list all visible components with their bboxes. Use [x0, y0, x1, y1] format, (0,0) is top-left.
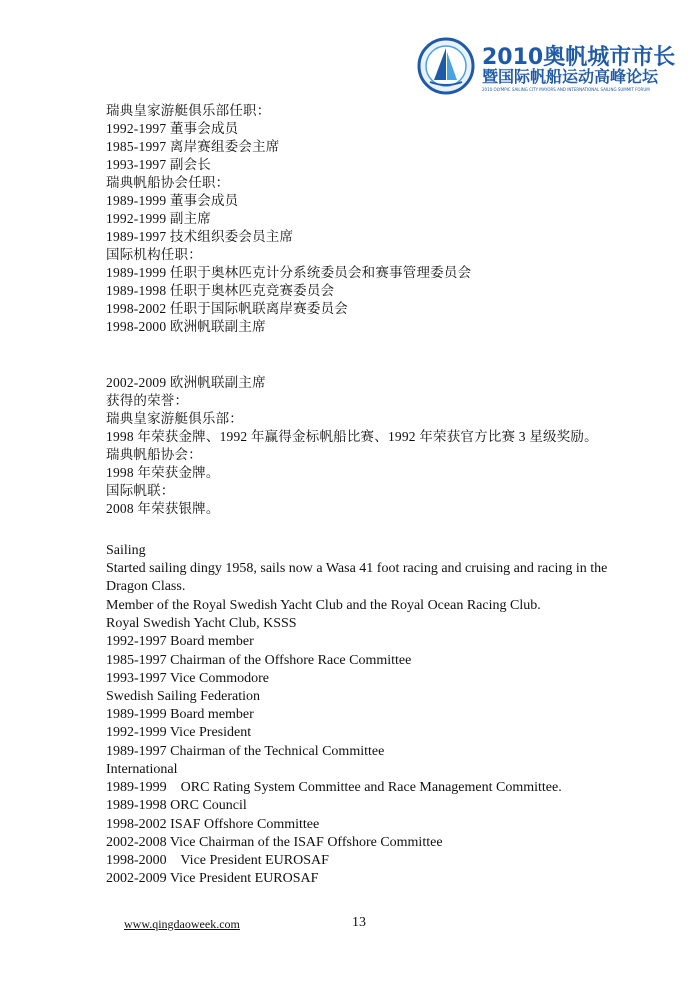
- text-line: 1998 年荣获金牌、1992 年赢得金标帆船比赛、1992 年荣获官方比赛 3 星级奖励。: [106, 429, 598, 444]
- text-line: Royal Swedish Yacht Club, KSSS: [106, 616, 297, 631]
- text-line: Member of the Royal Swedish Yacht Club and the Royal Ocean Racing Club.: [106, 598, 541, 613]
- text-line: 2002-2009 欧洲帆联副主席: [106, 375, 266, 390]
- text-line: 1993-1997 Vice Commodore: [106, 671, 269, 686]
- text-line: Started sailing dingy 1958, sails now a Wasa 41 foot racing and cruising and racing in the: [106, 561, 608, 576]
- text-line: Dragon Class.: [106, 579, 186, 594]
- text-line: 1992-1999 Vice President: [106, 725, 252, 740]
- text-line: 1989-1999 Board member: [106, 707, 254, 722]
- text-line: 获得的荣誉：: [106, 393, 189, 408]
- text-line: 瑞典帆船协会任职：: [106, 175, 230, 190]
- text-line: 1989-1998 ORC Council: [106, 798, 247, 813]
- footer-website-link[interactable]: www.qingdaoweek.com: [124, 917, 240, 931]
- page-number: 13: [352, 915, 366, 930]
- text-line: 1998-2002 ISAF Offshore Committee: [106, 817, 320, 832]
- text-line: 1989-1997 技术组织委会员主席: [106, 229, 294, 244]
- text-line: 瑞典皇家游艇俱乐部：: [106, 411, 243, 426]
- text-line: 1989-1999 ORC Rating System Committee and Race Management Committee.: [106, 780, 562, 795]
- text-line: 国际机构任职：: [106, 247, 202, 262]
- text-line: 国际帆联：: [106, 483, 175, 498]
- text-line: 1989-1998 任职于奥林匹克竞赛委员会: [106, 283, 335, 298]
- text-line: 瑞典皇家游艇俱乐部任职：: [106, 103, 271, 118]
- text-line: 1985-1997 Chairman of the Offshore Race Committee: [106, 653, 412, 668]
- text-line: 2002-2009 Vice President EUROSAF: [106, 871, 319, 886]
- text-line: 1992-1999 副主席: [106, 211, 211, 226]
- text-line: 2008 年荣获银牌。: [106, 501, 220, 516]
- text-line: 1989-1999 任职于奥林匹克计分系统委员会和赛事管理委员会: [106, 265, 472, 280]
- text-line: International: [106, 762, 178, 777]
- text-line: Sailing: [106, 543, 146, 558]
- text-line: 瑞典帆船协会：: [106, 447, 202, 462]
- text-line: 1989-1997 Chairman of the Technical Committee: [106, 744, 385, 759]
- text-line: 1998-2000 欧洲帆联副主席: [106, 319, 266, 334]
- text-line: 1989-1999 董事会成员: [106, 193, 239, 208]
- text-line: 1992-1997 董事会成员: [106, 121, 239, 136]
- text-line: 1998-2000 Vice President EUROSAF: [106, 853, 329, 868]
- text-line: 2002-2008 Vice Chairman of the ISAF Offshore Committee: [106, 835, 443, 850]
- text-line: 1998-2002 任职于国际帆联离岸赛委员会: [106, 301, 348, 316]
- logo-subtitle: 暨国际帆船运动高峰论坛: [482, 67, 659, 86]
- text-line: 1992-1997 Board member: [106, 634, 254, 649]
- text-line: 1985-1997 离岸赛组委会主席: [106, 139, 280, 154]
- text-line: 1993-1997 副会长: [106, 157, 211, 172]
- text-line: Swedish Sailing Federation: [106, 689, 260, 704]
- forum-logo: [416, 36, 676, 96]
- logo-title: 2010奥帆城市市长: [482, 45, 676, 70]
- text-line: 1998 年荣获金牌。: [106, 465, 220, 480]
- logo-tagline: 2010 OLYMPIC SAILING CITY MAYORS AND INTERNATIONAL SAILING SUMMIT FORUM: [482, 87, 650, 92]
